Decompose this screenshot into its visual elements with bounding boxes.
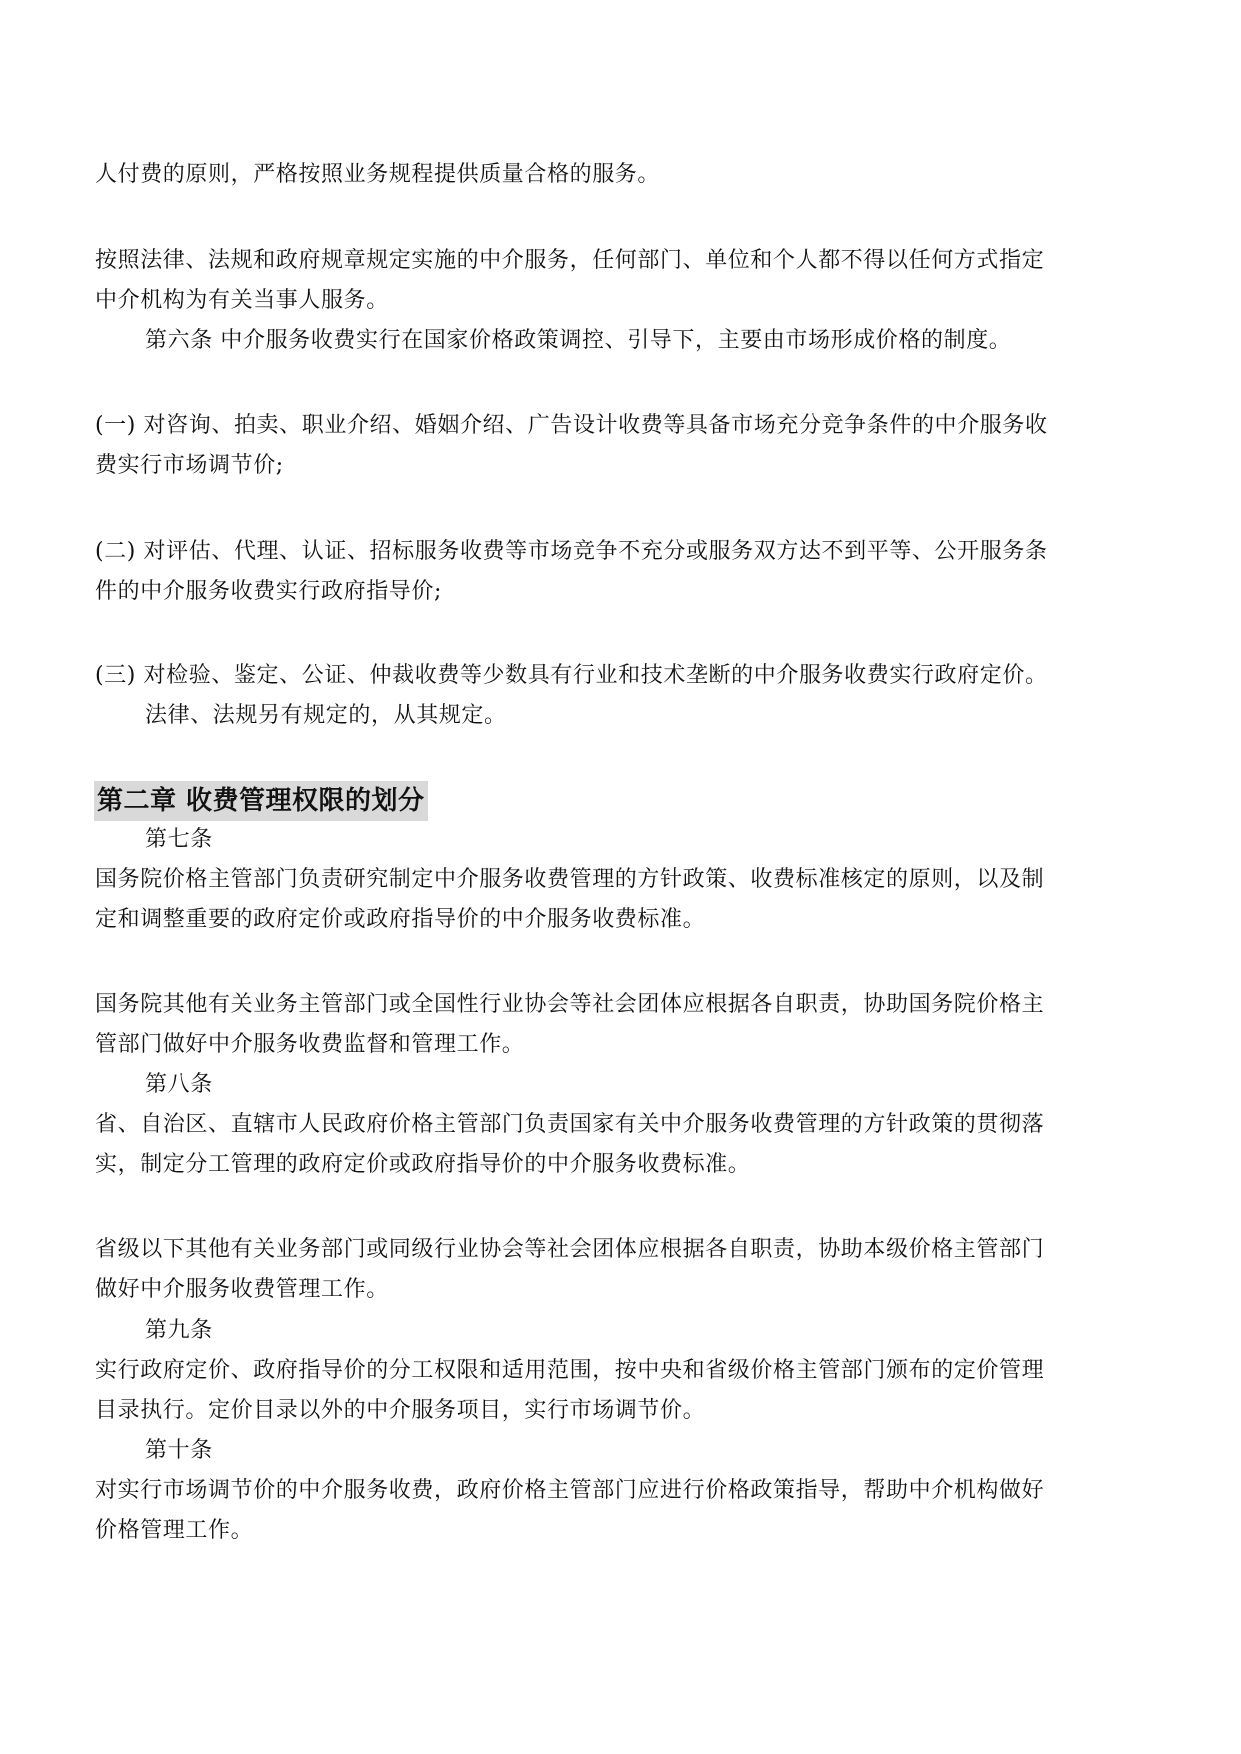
list-item-line: (三) 对检验、鉴定、公证、仲裁收费等少数具有行业和技术垄断的中介服务收费实行政府定价。 bbox=[95, 663, 1048, 688]
paragraph-line: 省级以下其他有关业务部门或同级行业协会等社会团体应根据各自职责，协助本级价格主管部门 bbox=[95, 1237, 1045, 1262]
article-9-label: 第九条 bbox=[145, 1318, 213, 1343]
paragraph-line: 做好中介服务收费管理工作。 bbox=[95, 1277, 389, 1302]
paragraph-line: 管部门做好中介服务收费监督和管理工作。 bbox=[95, 1032, 525, 1057]
article-6-line: 第六条 中介服务收费实行在国家价格政策调控、引导下，主要由市场形成价格的制度。 bbox=[145, 328, 1012, 353]
paragraph-line: 按照法律、法规和政府规章规定实施的中介服务，任何部门、单位和个人都不得以任何方式指定 bbox=[95, 248, 1045, 273]
paragraph-line: 实，制定分工管理的政府定价或政府指导价的中介服务收费标准。 bbox=[95, 1152, 751, 1177]
paragraph-line: 法律、法规另有规定的，从其规定。 bbox=[145, 703, 507, 728]
list-item-line: (二) 对评估、代理、认证、招标服务收费等市场竞争不充分或服务双方达不到平等、公开服务条 bbox=[95, 539, 1048, 564]
paragraph-line: 定和调整重要的政府定价或政府指导价的中介服务收费标准。 bbox=[95, 907, 706, 932]
paragraph-line: 实行政府定价、政府指导价的分工权限和适用范围，按中央和省级价格主管部门颁布的定价管理 bbox=[95, 1358, 1045, 1383]
paragraph-line: 目录执行。定价目录以外的中介服务项目，实行市场调节价。 bbox=[95, 1398, 706, 1423]
chapter-heading: 第二章 收费管理权限的划分 bbox=[94, 781, 428, 821]
paragraph-line: 国务院价格主管部门负责研究制定中介服务收费管理的方针政策、收费标准核定的原则，以及制 bbox=[95, 867, 1045, 892]
paragraph-line: 中介机构为有关当事人服务。 bbox=[95, 288, 389, 313]
paragraph-line: 省、自治区、直辖市人民政府价格主管部门负责国家有关中介服务收费管理的方针政策的贯彻落 bbox=[95, 1112, 1045, 1137]
paragraph-line: 对实行市场调节价的中介服务收费，政府价格主管部门应进行价格政策指导，帮助中介机构做好 bbox=[95, 1478, 1045, 1503]
paragraph-line: 人付费的原则，严格按照业务规程提供质量合格的服务。 bbox=[95, 162, 661, 187]
article-10-label: 第十条 bbox=[145, 1438, 213, 1463]
paragraph-line: 价格管理工作。 bbox=[95, 1518, 254, 1543]
article-7-label: 第七条 bbox=[145, 827, 213, 852]
list-item-line: (一) 对咨询、拍卖、职业介绍、婚姻介绍、广告设计收费等具备市场充分竞争条件的中介服务收 bbox=[95, 413, 1048, 438]
paragraph-line: 国务院其他有关业务主管部门或全国性行业协会等社会团体应根据各自职责，协助国务院价格主 bbox=[95, 992, 1045, 1017]
list-item-line: 件的中介服务收费实行政府指导价; bbox=[95, 579, 443, 604]
list-item-line: 费实行市场调节价; bbox=[95, 453, 284, 478]
article-8-label: 第八条 bbox=[145, 1072, 213, 1097]
